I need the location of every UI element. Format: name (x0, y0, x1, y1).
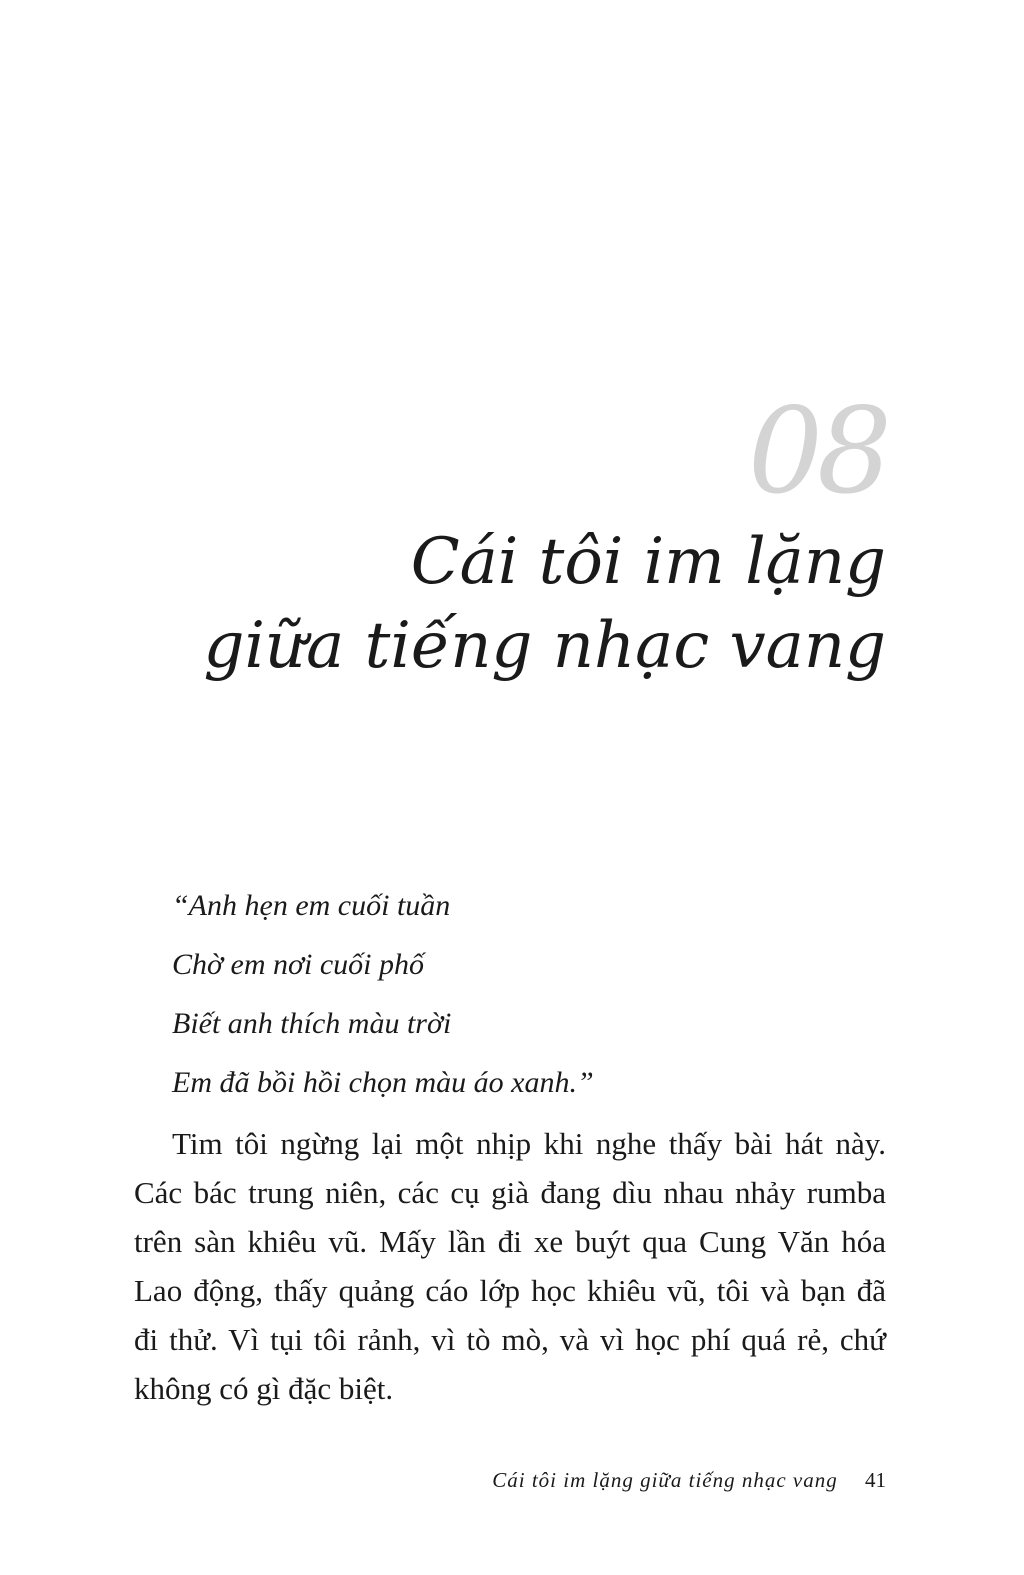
body-line: Các bác trung niên, các cụ già đang dìu nhau nhảy rumba (134, 1175, 886, 1210)
poem-line: Em đã bồi hồi chọn màu áo xanh.” (172, 1066, 594, 1099)
chapter-title-line: Cái tôi im lặng (410, 525, 886, 599)
body-line: đi thử. Vì tụi tôi rảnh, vì tò mò, và vì học phí quá rẻ, chứ (134, 1322, 886, 1357)
poem-line: “Anh hẹn em cuối tuần (172, 889, 451, 922)
page-footer (492, 1468, 886, 1493)
poem-line: Biết anh thích màu trời (172, 1007, 452, 1040)
body-line: không có gì đặc biệt. (134, 1371, 394, 1406)
chapter-title (186, 520, 886, 688)
page-number: 41 (865, 1468, 886, 1492)
body-line: trên sàn khiêu vũ. Mấy lần đi xe buýt qua Cung Văn hóa (134, 1224, 886, 1259)
body-paragraph (134, 1119, 886, 1413)
poem-line: Chờ em nơi cuối phố (172, 948, 424, 981)
chapter-number: 08 (747, 382, 886, 520)
poem-quote (172, 876, 594, 1112)
body-line: Lao động, thấy quảng cáo lớp học khiêu vũ, tôi và bạn đã (134, 1273, 886, 1308)
body-line: Tim tôi ngừng lại một nhịp khi nghe thấy bài hát này. (172, 1126, 886, 1161)
chapter-title-line: giữa tiếng nhạc vang (203, 609, 886, 683)
running-title: Cái tôi im lặng giữa tiếng nhạc vang (492, 1468, 838, 1492)
